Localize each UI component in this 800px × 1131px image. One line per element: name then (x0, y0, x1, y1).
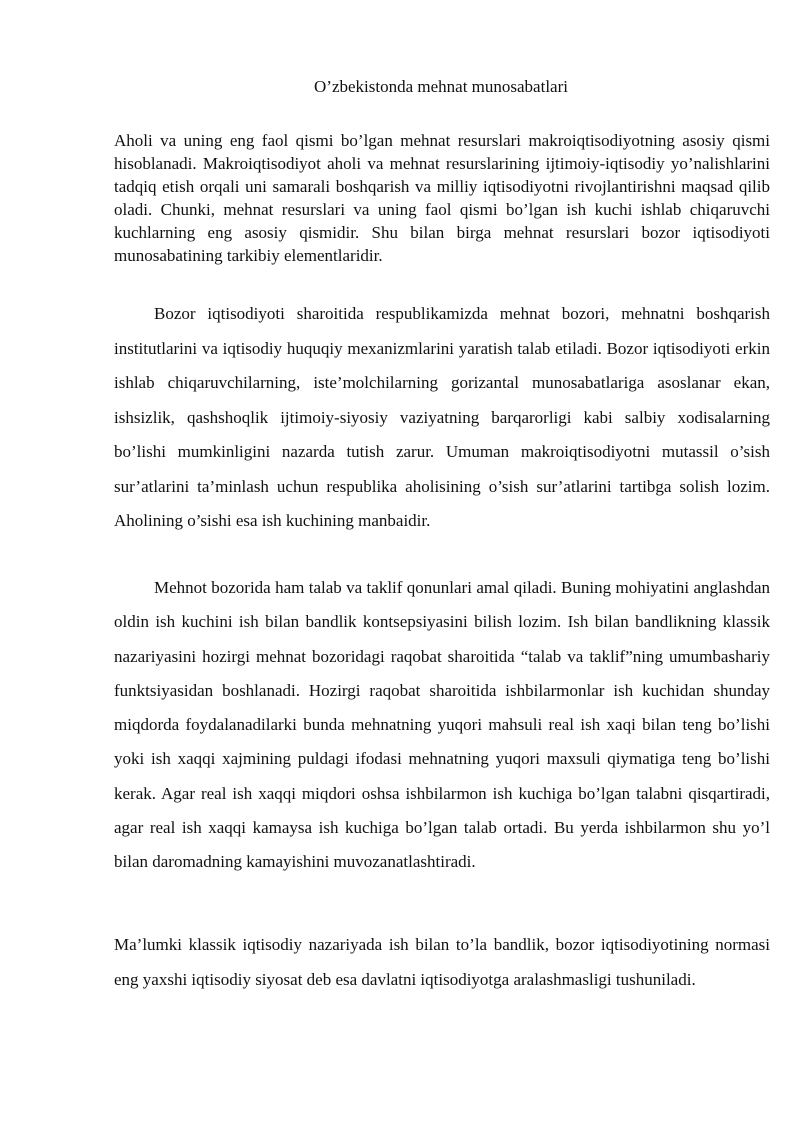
paragraph-2: Bozor iqtisodiyoti sharoitida respublikamizda mehnat bozori, mehnatni boshqarish institutlarini va iqtisodiy huquqiy mexanizmlarini yaratish talab etiladi. Bozor iqtisodiyoti erkin ishlab chiqaruvchilarning, iste’molchilarning gorizantal munosabatlariga asoslanar ekan, ishsizlik, qashshoqlik ijtimoiy-siyosiy vaziyatning barqarorligi kabi salbiy xodisalarning bo’lishi mumkinligini nazarda tutish zarur. Umuman makroiqtisodiyotni mutassil o’sish sur’atlarini ta’minlash uchun respublika aholisining o’sish sur’atlarini tartibga solish lozim. Aholining o’sishi esa ish kuchining manbaidir. (114, 304, 770, 530)
paragraph-1: Aholi va uning eng faol qismi bo’lgan mehnat resurslari makroiqtisodiyotning asosiy qismi hisoblanadi. Makroiqtisodiyot aholi va mehnat resurslarining ijtimoiy-iqtisodiy yo’nalishlarini tadqiq etish orqali uni samarali boshqarish va milliy iqtisodiyotni rivojlantirishni maqsad qilib oladi. Chunki, mehnat resurslari va uning faol qismi bo’lgan ish kuchi ishlab chiqaruvchi kuchlarning eng asosiy qismidir. Shu bilan birga mehnat resurslari bozor iqtisodiyoti munosabatining tarkibiy elementlaridir. (114, 131, 770, 265)
document-title: O’zbekistonda mehnat munosabatlari (314, 77, 568, 96)
paragraph-3: Mehnot bozorida ham talab va taklif qonunlari amal qiladi. Buning mohiyatini anglashdan oldin ish kuchini ish bilan bandlik kontsepsiyasini bilish lozim. Ish bilan bandlikning klassik nazariyasini hozirgi mehnat bozoridagi raqobat sharoitida “talab va taklif”ning umumbashariy funktsiyasidan boshlanadi. Hozirgi raqobat sharoitida ishbilarmonlar ish kuchidan shunday miqdorda foydalanadilarki bunda mehnatning yuqori mahsuli real ish xaqi bilan teng bo’lishi yoki ish xaqqi xajmining puldagi ifodasi mehnatning yuqori maxsuli qiymatiga teng bo’lishi kerak. Agar real ish xaqqi miqdori oshsa ishbilarmon ish kuchiga bo’lgan talabni qisqartiradi, agar real ish xaqqi kamaysa ish kuchiga bo’lgan talab ortadi. Bu yerda ishbilarmon shu yo’l bilan daromadning kamayishini muvozanatlashtiradi. (114, 578, 770, 872)
paragraph-4: Ma’lumki klassik iqtisodiy nazariyada ish bilan to’la bandlik, bozor iqtisodiyotining normasi eng yaxshi iqtisodiy siyosat deb esa davlatni iqtisodiyotga aralashmasligi tushuniladi. (114, 935, 770, 989)
